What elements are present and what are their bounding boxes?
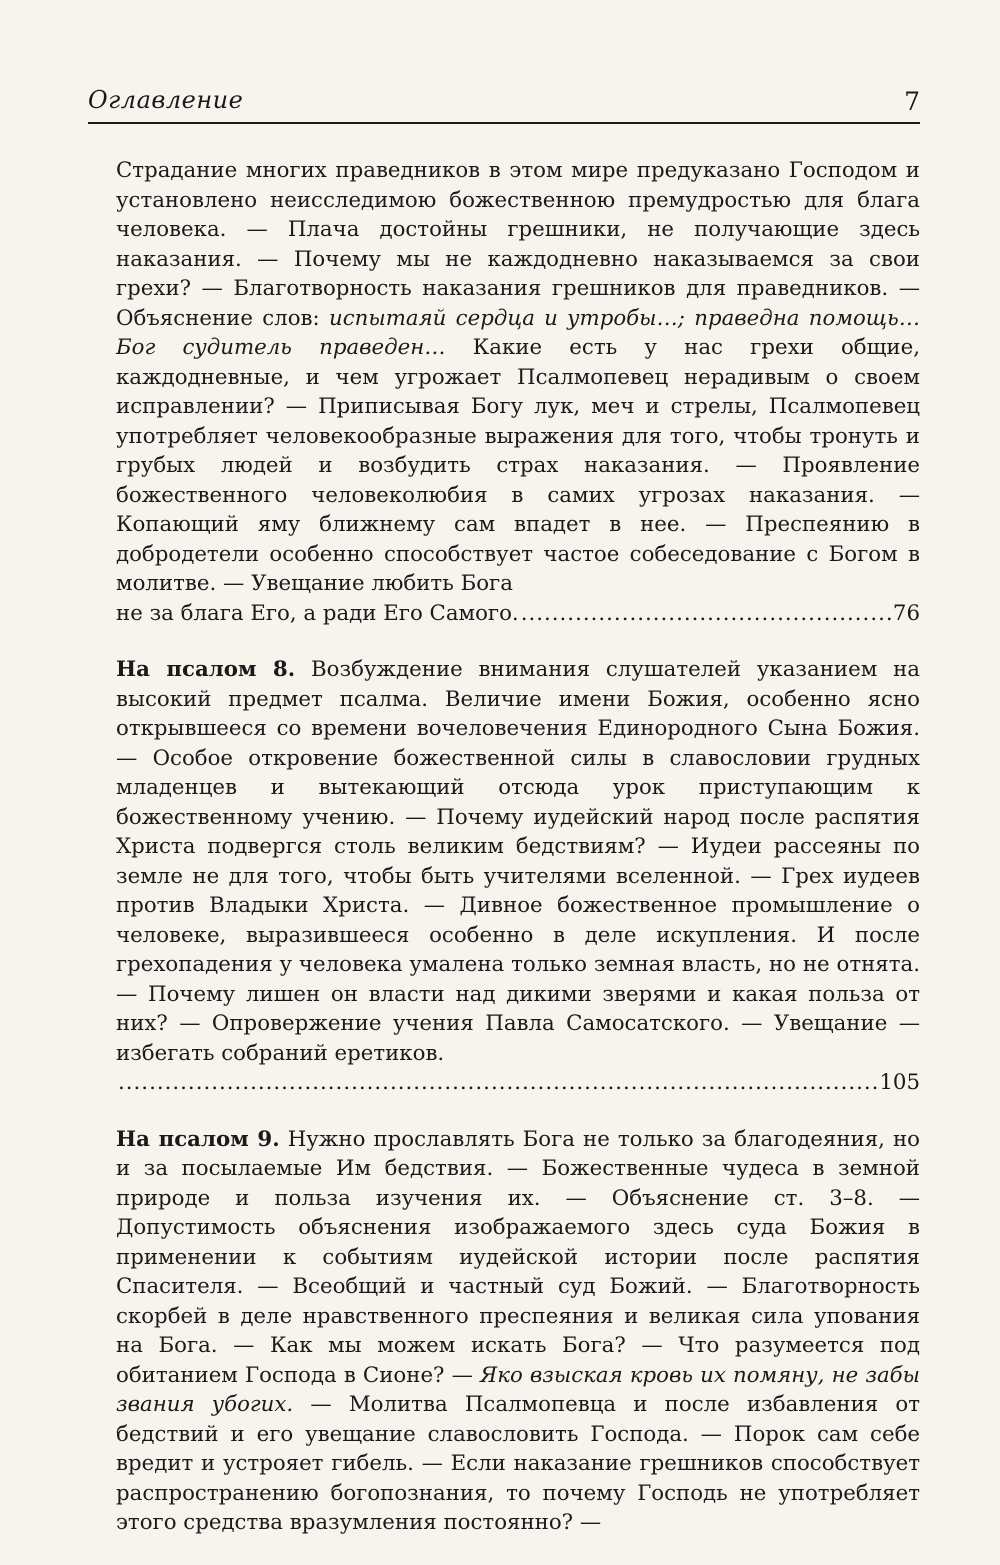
entry-text-part: — Молитва Псалмопевца и после избавления от бедствий и его увещание славословить Господа. — Порок сам себе вредит и устрояет гибель. — Если наказание грешников способствует распространению богопознания, то почему Господь не употребляет этого средства вразумления постоянно? — xyxy=(116,1392,920,1535)
section-title: Оглавление xyxy=(88,86,244,114)
page-number: 7 xyxy=(904,87,920,116)
leader-dots xyxy=(521,599,891,629)
leader-dots xyxy=(118,1068,877,1098)
toc-entry-psalm-7-cont xyxy=(116,156,920,628)
toc-page-ref[interactable]: 105 xyxy=(879,1070,920,1095)
entry-text-part: Какие есть у нас грехи общие, каждодневные, и чем угрожает Псалмопевец нерадивым о своем исправлении? — Приписывая Богу лук, меч и стрелы, Псалмопевец употребляет человекообразные выражения для того, чтобы тронуть и грубых людей и возбудить страх наказания. — Проявление божественного человеколюбия в самих угрозах наказания. — Копающий яму ближнему сам впадет в нее. — Преспеянию в добродетели особенно способствует частое собеседование с Богом в молитве. — Увещание любить Бога xyxy=(116,335,920,596)
toc-entry-psalm-9 xyxy=(116,1125,920,1538)
entry-text xyxy=(116,1125,920,1538)
entry-quote: Яко взыская кровь их помяну, не забы звания убогих. xyxy=(116,1362,920,1417)
entry-heading[interactable]: На псалом 9. xyxy=(116,1126,280,1152)
entry-text-part: Нужно прославлять Бога не только за благодеяния, но и за посылаемые Им бедствия. — Божественные чудеса в земной природе и польза изучения их. — Объяснение ст. 3–8. — Допустимость объяснения изображаемого здесь суда Божия в применении к событиям иудейской истории после распятия Спасителя. — Всеобщий и частный суд Божий. — Благотворность скорбей в деле нравственного преспеяния и великая сила упования на Бога. — Как мы можем искать Бога? — Что разумеется под обитанием Господа в Сионе? — xyxy=(116,1126,921,1388)
entry-quote: испытаяй сердца и утробы…; праведна помощь… Бог судитель праведен… xyxy=(116,305,921,360)
entry-last-line: не за блага Его, а ради Его Самого. xyxy=(116,600,519,626)
entry-text-part: Возбуждение внимания слушателей указанием на высокий предмет псалма. Величие имени Божия, особенно ясно открывшееся со времени вочеловечения Единородного Сына Божия. — Особое откровение божественной силы в славословии грудных младенцев и вытекающий отсюда урок приступающим к божественному учению. — Почему иудейский народ после распятия Христа подвергся столь великим бедствиям? — Иудеи рассеяны по земле не для того, чтобы быть учителями вселенной. — Грех иудеев против Владыки Христа. — Дивное божественное промышление о человеке, выразившееся особенно в деле искупления. И после грехопадения у человека умалена только земная власть, но не отнята. — Почему лишен он власти над дикими зверями и какая польза от них? — Опровержение учения Павла Самосатского. — Увещание — избегать собраний еретиков. xyxy=(116,657,920,1066)
entry-text xyxy=(116,655,920,1068)
toc-entry-psalm-8 xyxy=(116,655,920,1098)
toc-content xyxy=(116,156,920,1565)
entry-text-part: Страдание многих праведников в этом мире предуказано Господом и установлено неисследимою божественною премудростью для блага человека. — Плача достойны грешники, не получающие здесь наказания. — Почему мы не каждодневно наказываемся за свои грехи? — Благотворность наказания грешников для праведников. — Объяснение слов: xyxy=(116,158,920,331)
entry-heading[interactable]: На псалом 8. xyxy=(116,657,296,682)
toc-leader-line xyxy=(116,599,920,629)
toc-page-ref[interactable]: 76 xyxy=(892,600,920,626)
toc-leader-line xyxy=(116,1068,920,1098)
running-header xyxy=(88,84,920,124)
entry-text xyxy=(116,156,920,599)
